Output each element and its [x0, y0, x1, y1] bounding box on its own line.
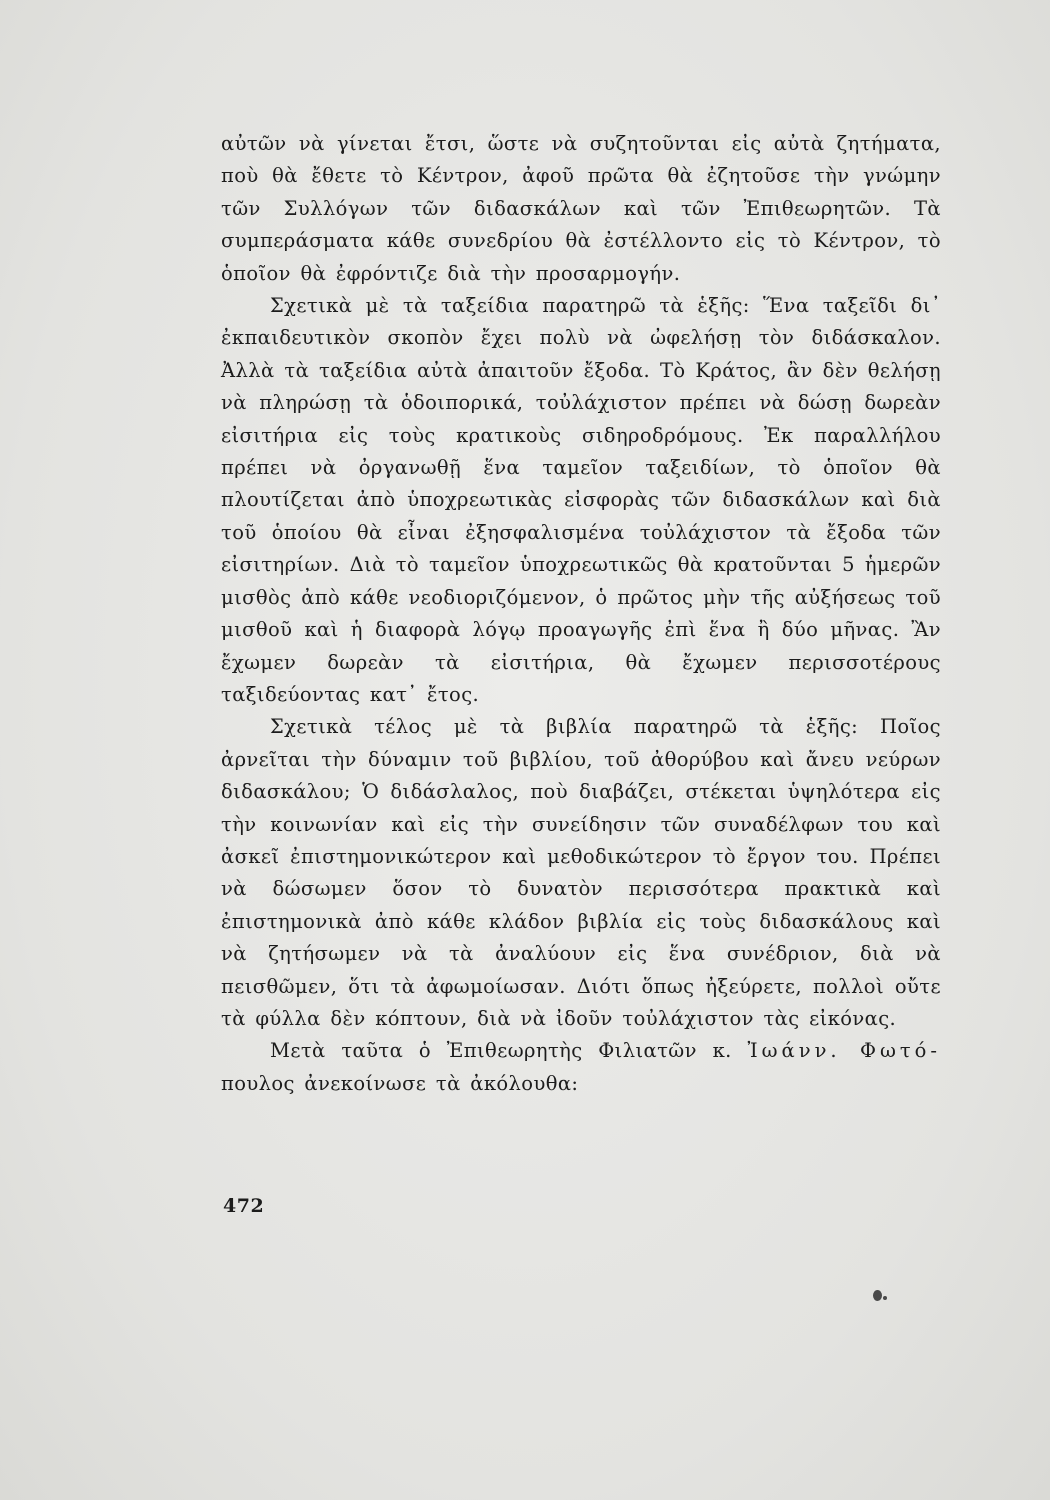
paragraph-closing — [221, 1035, 941, 1100]
closing-text-after: πουλος ἀνεκοίνωσε τὰ ἀκόλουθα: — [221, 1071, 579, 1095]
paragraph-1: αὐτῶν νὰ γίνεται ἔτσι, ὥστε νὰ συζητοῦνται εἰς αὐτὰ ζητήματα, ποὺ θὰ ἔθετε τὸ Κέντρον, ἀφοῦ πρῶτα θὰ ἐζητοῦσε τὴν γνώμην τῶν Συλλόγων τῶν διδασκάλων καὶ τῶν Ἐπιθεωρητῶν. Τὰ συμπεράσματα κάθε συνεδρίου θὰ ἐστέλλοντο εἰς τὸ Κέντρον, τὸ ὁποῖον θὰ ἐφρόντιζε διὰ τὴν προσαρμογήν. — [221, 132, 941, 285]
closing-author-name: Ἰωάνν. Φωτό- — [747, 1039, 941, 1063]
page-number: 472 — [223, 1195, 265, 1217]
paragraph-2: Σχετικὰ μὲ τὰ ταξείδια παρατηρῶ τὰ ἑξῆς: Ἕνα ταξεῖδι δι᾽ ἐκπαιδευτικὸν σκοπὸν ἔχει πολὺ νὰ ὠφελήσῃ τὸν διδάσκαλον. Ἀλλὰ τὰ ταξείδια αὐτὰ ἀπαιτοῦν ἔξοδα. Τὸ Κράτος, ἂν δὲν θελήσῃ νὰ πληρώσῃ τὰ ὁδοιπορικά, τοὐλάχιστον πρέπει νὰ δώσῃ δωρεὰν εἰσιτήρια εἰς τοὺς κρατικοὺς σιδηροδρόμους. Ἐκ παραλλήλου πρέπει νὰ ὀργανωθῇ ἕνα ταμεῖον ταξειδίων, τὸ ὁποῖον θὰ πλουτίζεται ἀπὸ ὑποχρεωτικὰς εἰσφορὰς τῶν διδασκάλων καὶ διὰ τοῦ ὁποίου θὰ εἶναι ἐξησφαλισμένα τοὐλάχιστον τὰ ἔξοδα τῶν εἰσιτηρίων. Διὰ τὸ ταμεῖον ὑποχρεωτικῶς θὰ κρατοῦνται 5 ἡμερῶν μισθὸς ἀπὸ κάθε νεοδιοριζόμενον, ὁ πρῶτος μὴν τῆς αὐξήσεως τοῦ μισθοῦ καὶ ἡ διαφορὰ λόγῳ προαγωγῆς ἐπὶ ἕνα ἢ δύο μῆνας. Ἂν ἔχωμεν δωρεὰν τὰ εἰσιτήρια, θὰ ἔχωμεν περισσοτέρους ταξιδεύοντας κατ᾽ ἔτος. — [221, 294, 941, 706]
body-text — [221, 128, 941, 1100]
ink-speck — [873, 1290, 882, 1301]
ink-speck — [883, 1296, 887, 1300]
paragraph-3: Σχετικὰ τέλος μὲ τὰ βιβλία παρατηρῶ τὰ ἑξῆς: Ποῖος ἀρνεῖται τὴν δύναμιν τοῦ βιβλίου, τοῦ ἀθορύβου καὶ ἄνευ νεύρων διδασκάλου; Ὁ διδάσλαλος, ποὺ διαβάζει, στέκεται ὑψηλότερα εἰς τὴν κοινωνίαν καὶ εἰς τὴν συνείδησιν τῶν συναδέλφων του καὶ ἀσκεῖ ἐπιστημονικώτερον καὶ μεθοδικώτερον τὸ ἔργον του. Πρέπει νὰ δώσωμεν ὅσον τὸ δυνατὸν περισσότερα πρακτικὰ καὶ ἐπιστημονικὰ ἀπὸ κάθε κλάδον βιβλία εἰς τοὺς διδασκάλους καὶ νὰ ζητήσωμεν νὰ τὰ ἀναλύουν εἰς ἕνα συνέδριον, διὰ νὰ πεισθῶμεν, ὅτι τὰ ἀφωμοίωσαν. Διότι ὅπως ἠξεύρετε, πολλοὶ οὔτε τὰ φύλλα δὲν κόπτουν, διὰ νὰ ἰδοῦν τοὐλάχιστον τὰς εἰκόνας. — [221, 715, 941, 1030]
closing-text-before: Μετὰ ταῦτα ὁ Ἐπιθεωρητὴς Φιλιατῶν κ. — [270, 1039, 732, 1063]
